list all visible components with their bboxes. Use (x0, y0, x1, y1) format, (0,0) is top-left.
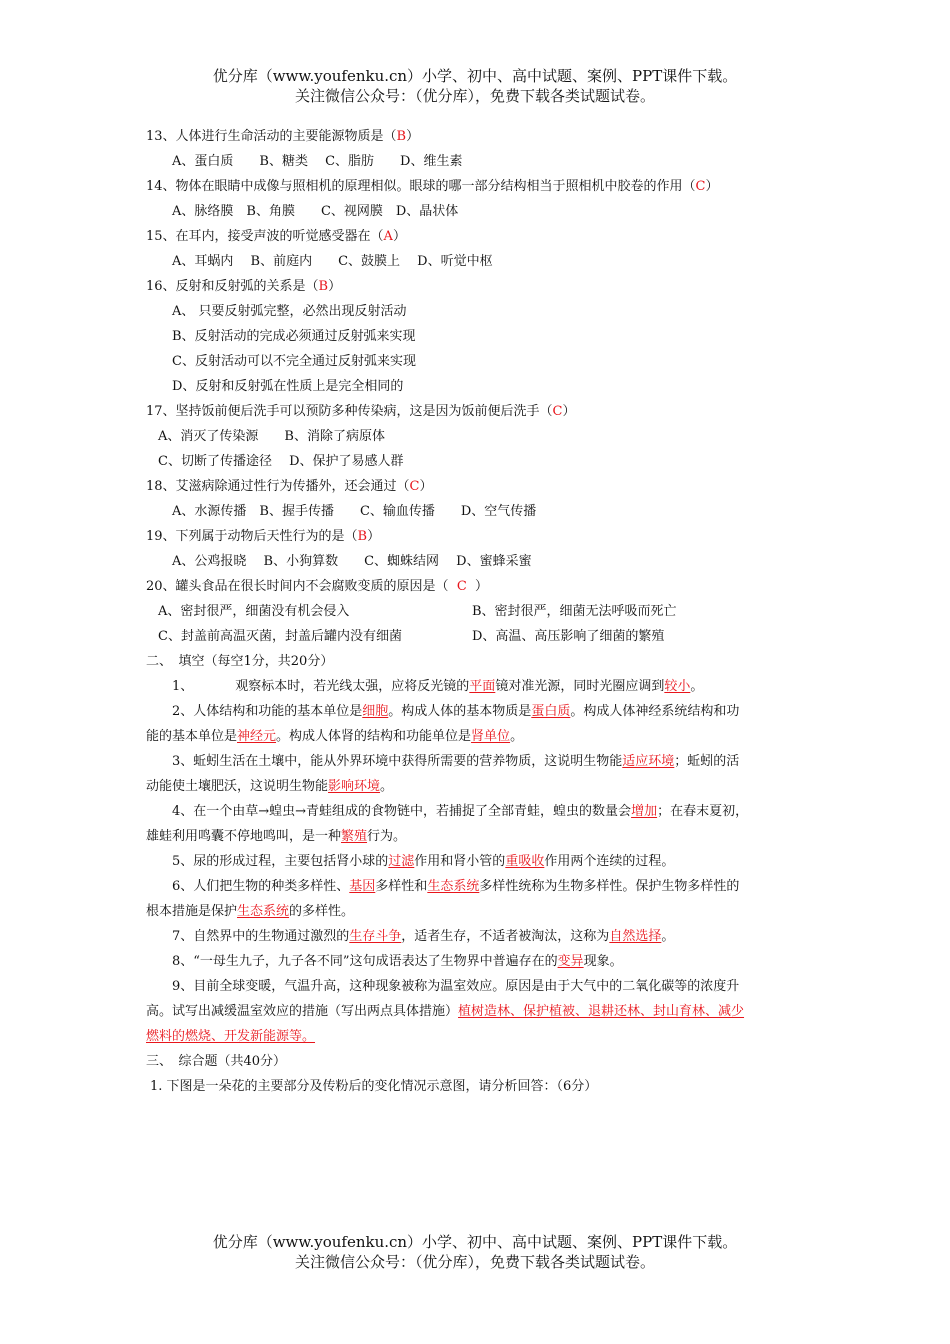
answer-mark: C (552, 404, 563, 419)
fill-text: 8、“一母生九子，九子各不同”这句成语表达了生物界中普遍存在的 (172, 954, 558, 969)
fill-answer: 重吸收 (505, 854, 545, 869)
stem-close: ） (475, 579, 489, 594)
question-20-option-c: C、封盖前高温灭菌，封盖后罐内没有细菌 (158, 629, 402, 644)
stem-text: 16、反射和反射弧的关系是（ (146, 279, 319, 294)
answer-mark: C (456, 579, 467, 594)
fill-answer: 蛋白质 (531, 704, 571, 719)
fill-text: 2、人体结构和功能的基本单位是 (172, 704, 363, 719)
fill-answer: 生存斗争 (349, 929, 402, 944)
fill-text: 5、尿的形成过程，主要包括肾小球的 (172, 854, 389, 869)
question-17-stem (146, 399, 816, 424)
question-17-options-cd: C、切断了传播途径 D、保护了易感人群 (158, 454, 404, 469)
fill-text: 多样性统称为生物多样性。保护生物多样性的 (479, 879, 740, 894)
fill-text: 。 (510, 729, 524, 744)
question-20-stem (146, 574, 816, 599)
stem-close: ） (406, 129, 420, 144)
question-19-options: A、公鸡报晓 B、小狗算数 C、蜘蛛结网 D、蜜蜂采蜜 (172, 554, 532, 569)
stem-close: ） (419, 479, 433, 494)
stem-close: ） (328, 279, 342, 294)
question-20-option-b: B、密封很严，细菌无法呼吸而死亡 (472, 604, 677, 619)
stem-text: 13、人体进行生命活动的主要能源物质是（ (146, 129, 397, 144)
fill-4-line-2 (146, 824, 816, 849)
question-13-stem (146, 124, 816, 149)
fill-text: 雄蛙利用鸣囊不停地鸣叫，是一种 (146, 829, 342, 844)
stem-close: ） (562, 404, 576, 419)
comprehensive-question-1: 1. 下图是一朵花的主要部分及传粉后的变化情况示意图，请分析回答：（6分） (150, 1079, 598, 1094)
header-line-2: 关注微信公众号：（优分库），免费下载各类试题试卷。 (294, 87, 655, 105)
fill-8 (172, 949, 842, 974)
stem-text: 15、在耳内，接受声波的听觉感受器在（ (146, 229, 384, 244)
stem-text: 19、下列属于动物后天性行为的是（ (146, 529, 358, 544)
answer-mark: B (396, 129, 407, 144)
fill-text: 作用两个连续的过程。 (544, 854, 675, 869)
fill-answer: 增加 (631, 804, 658, 819)
question-16-option-b: B、反射活动的完成必须通过反射弧来实现 (172, 329, 416, 344)
fill-answer: 影响环境 (328, 779, 381, 794)
fill-text: 根本措施是保护 (146, 904, 238, 919)
question-14-stem (146, 174, 816, 199)
answer-mark: C (695, 179, 706, 194)
fill-text: 的多样性。 (289, 904, 355, 919)
stem-text: 14、物体在眼睛中成像与照相机的原理相似。眼球的哪一部分结构相当于照相机中胶卷的作用（ (146, 179, 696, 194)
fill-text: 作用和肾小管的 (414, 854, 506, 869)
fill-9-line-2 (146, 999, 816, 1024)
fill-answer: 燃料的燃烧、开发新能源等。 (146, 1029, 316, 1044)
fill-text: 。 (380, 779, 394, 794)
answer-mark: B (318, 279, 329, 294)
fill-text: 镜对准光源，同时光圈应调到 (495, 679, 665, 694)
fill-text: ；蚯蚓的活 (674, 754, 740, 769)
fill-answer: 细胞 (362, 704, 389, 719)
fill-answer: 变异 (557, 954, 584, 969)
fill-3-line-1 (172, 749, 842, 774)
fill-text: 。构成人体肾的结构和功能单位是 (276, 729, 472, 744)
question-14-options: A、脉络膜 B、角膜 C、视网膜 D、晶状体 (172, 204, 459, 219)
fill-answer: 肾单位 (471, 729, 511, 744)
question-15-options: A、耳蜗内 B、前庭内 C、鼓膜上 D、听觉中枢 (172, 254, 493, 269)
question-13-options: A、蛋白质 B、糖类 C、脂肪 D、维生素 (172, 154, 463, 169)
question-16-option-a: A、 只要反射弧完整，必然出现反射活动 (172, 304, 407, 319)
fill-text: 能的基本单位是 (146, 729, 238, 744)
fill-text: 现象。 (583, 954, 623, 969)
fill-answer: 平面 (469, 679, 496, 694)
fill-text: ，适者生存，不适者被淘汰，这称为 (401, 929, 610, 944)
fill-answer: 过滤 (388, 854, 415, 869)
footer-line-2: 关注微信公众号：（优分库），免费下载各类试题试卷。 (294, 1253, 655, 1271)
fill-2-line-2 (146, 724, 816, 749)
fill-answer: 基因 (349, 879, 376, 894)
fill-text: 。 (661, 929, 675, 944)
stem-text: 17、坚持饭前便后洗手可以预防多种传染病，这是因为饭前便后洗手（ (146, 404, 553, 419)
fill-text: 。构成人体神经系统结构和功 (570, 704, 740, 719)
fill-answer: 生态系统 (237, 904, 290, 919)
fill-9-line-3 (146, 1024, 816, 1049)
question-19-stem (146, 524, 816, 549)
fill-text: 。构成人体的基本物质是 (388, 704, 532, 719)
fill-text: 7、自然界中的生物通过激烈的 (172, 929, 350, 944)
fill-answer: 植树造林、保护植被、退耕还林、封山育林、减少 (458, 1004, 745, 1019)
answer-mark: A (383, 229, 393, 244)
fill-7 (172, 924, 842, 949)
question-16-option-d: D、反射和反射弧在性质上是完全相同的 (172, 379, 404, 394)
fill-text: 3、蚯蚓生活在土壤中，能从外界环境中获得所需要的营养物质，这说明生物能 (172, 754, 623, 769)
question-18-stem (146, 474, 816, 499)
fill-text: 高。试写出减缓温室效应的措施（写出两点具体措施） (146, 1004, 459, 1019)
fill-answer: 生态系统 (427, 879, 480, 894)
question-20-option-a: A、密封很严，细菌没有机会侵入 (158, 604, 350, 619)
fill-number: 1、 (172, 679, 194, 694)
question-20-option-d: D、高温、高压影响了细菌的繁殖 (472, 629, 665, 644)
fill-answer: 较小 (664, 679, 691, 694)
fill-text: 6、人们把生物的种类多样性、 (172, 879, 350, 894)
fill-answer: 自然选择 (609, 929, 662, 944)
stem-close: ） (367, 529, 381, 544)
question-15-stem (146, 224, 816, 249)
page-header (0, 66, 950, 106)
stem-close: ） (392, 229, 406, 244)
fill-6-line-2 (146, 899, 816, 924)
stem-text: 20、罐头食品在很长时间内不会腐败变质的原因是（ (146, 579, 449, 594)
fill-answer: 繁殖 (341, 829, 368, 844)
section-3-title: 三、 综合题（共40分） (146, 1054, 287, 1069)
fill-text: ；在春末夏初， (657, 804, 749, 819)
fill-9-line-1: 9、目前全球变暖，气温升高，这种现象被称为温室效应。原因是由于大气中的二氧化碳等的浓度升 (172, 979, 740, 994)
fill-text: 4、在一个由草→蝗虫→青蛙组成的食物链中，若捕捉了全部青蛙，蝗虫的数量会 (172, 804, 632, 819)
footer-line-1: 优分库（www.youfenku.cn）小学、初中、高中试题、案例、PPT课件下载。 (212, 1233, 738, 1251)
fill-text: 。 (690, 679, 704, 694)
fill-text: 观察标本时，若光线太强，应将反光镜的 (235, 679, 470, 694)
stem-text: 18、艾滋病除通过性行为传播外，还会通过（ (146, 479, 410, 494)
question-17-options-ab: A、消灭了传染源 B、消除了病原体 (158, 429, 385, 444)
section-2-title: 二、 填空（每空1分，共20分） (146, 654, 334, 669)
fill-1 (172, 674, 842, 699)
fill-6-line-1 (172, 874, 842, 899)
fill-2-line-1 (172, 699, 842, 724)
answer-mark: B (357, 529, 368, 544)
fill-3-line-2 (146, 774, 816, 799)
fill-answer: 神经元 (237, 729, 277, 744)
fill-5 (172, 849, 842, 874)
fill-text: 动能使土壤肥沃，这说明生物能 (146, 779, 329, 794)
stem-close: ） (705, 179, 719, 194)
fill-4-line-1 (172, 799, 842, 824)
answer-mark: C (409, 479, 420, 494)
fill-answer: 适应环境 (622, 754, 675, 769)
question-16-stem (146, 274, 816, 299)
question-16-option-c: C、反射活动可以不完全通过反射弧来实现 (172, 354, 416, 369)
header-line-1: 优分库（www.youfenku.cn）小学、初中、高中试题、案例、PPT课件下载。 (212, 67, 738, 85)
fill-text: 行为。 (367, 829, 407, 844)
question-18-options: A、水源传播 B、握手传播 C、输血传播 D、空气传播 (172, 504, 537, 519)
fill-text: 多样性和 (375, 879, 428, 894)
page-footer (0, 1232, 950, 1272)
